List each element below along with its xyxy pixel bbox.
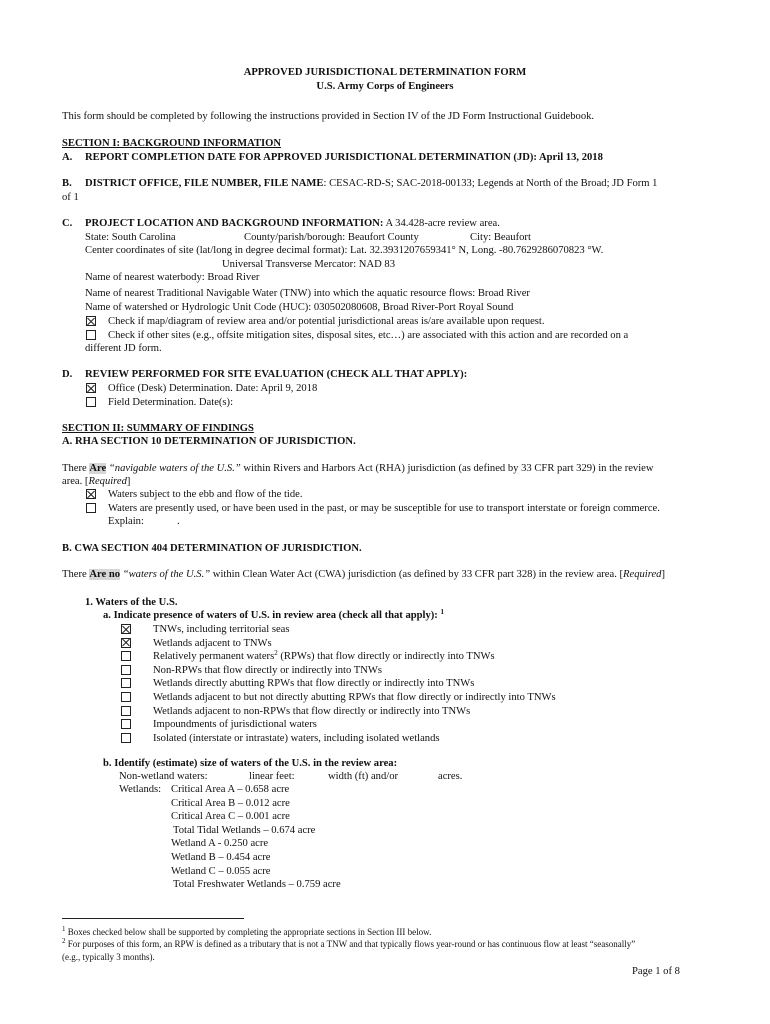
waters-type-checkbox[interactable] <box>121 638 131 648</box>
city-field: City: Beaufort <box>470 232 531 243</box>
waters-type-text: Wetlands adjacent to but not directly abutting RPWs that flow directly or indirectly into TNWs <box>153 692 556 703</box>
footnote-2-num: 2 <box>62 937 66 945</box>
intro-text: This form should be completed by following the instructions provided in Section IV of the JD Form Instructional Guidebook. <box>62 111 595 122</box>
section-1a-label: A. <box>62 152 73 163</box>
nearest-waterbody: Name of nearest waterbody: Broad River <box>85 272 260 283</box>
rha-line2-post: ] <box>126 476 131 487</box>
other-sites-label-cont: different JD form. <box>85 343 162 354</box>
waters-type-checkbox[interactable] <box>121 651 131 661</box>
field-determination-label: Field Determination. Date(s): <box>108 397 234 408</box>
cwa-post: within Clean Water Act (CWA) jurisdiction (as defined by 33 CFR part 328) in the review area. [ <box>210 569 624 580</box>
rha-post: within Rivers and Harbors Act (RHA) jurisdiction (as defined by 33 CFR part 329) in the review <box>240 463 654 474</box>
waters-type-checkbox[interactable] <box>121 624 131 634</box>
waters-type-label <box>153 623 290 637</box>
nonwetland-label: Non-wetland waters: <box>119 771 208 782</box>
rha-italic: “navigable waters of the U.S.” <box>108 463 241 474</box>
rha-are-select[interactable]: Are <box>89 463 107 474</box>
rha-statement-cont <box>62 475 130 489</box>
coordinates-field: Center coordinates of site (lat/long in degree decimal format): Lat. 32.3931207659341° N, Long. -80.7629286070823 °W. <box>85 245 604 256</box>
width-label: width (ft) and/or <box>328 771 399 782</box>
section-2b-heading: B. CWA SECTION 404 DETERMINATION OF JURISDICTION. <box>62 543 362 554</box>
ebb-flow-label: Waters subject to the ebb and flow of the tide. <box>108 489 303 500</box>
rha-statement <box>62 462 654 476</box>
waters-heading: 1. Waters of the U.S. <box>85 597 178 608</box>
waters-type-checkbox[interactable] <box>121 678 131 688</box>
map-available-label: Check if map/diagram of review area and/or potential jurisdictional areas is/are available upon request. <box>108 316 545 327</box>
waters-type-checkbox[interactable] <box>121 706 131 716</box>
cwa-required: Required <box>623 569 662 580</box>
waters-a-heading: a. Indicate presence of waters of U.S. in review area (check all that apply): <box>103 610 438 621</box>
footnote-1 <box>62 926 431 938</box>
section-1b-head: DISTRICT OFFICE, FILE NUMBER, FILE NAME <box>85 178 324 189</box>
waters-type-checkbox[interactable] <box>121 733 131 743</box>
section-1b-value: : CESAC-RD-S; SAC-2018-00133; Legends at North of the Broad; JD Form 1 <box>323 178 658 189</box>
section-1c-value: A 34.428-acre review area. <box>383 218 500 229</box>
cwa-end: ] <box>661 569 666 580</box>
other-sites-checkbox[interactable] <box>86 330 96 340</box>
waters-type-text: Wetlands adjacent to TNWs <box>153 637 272 649</box>
footnote-1-num: 1 <box>62 925 66 933</box>
waters-type-label <box>153 637 272 651</box>
footnote-2-cont: (e.g., typically 3 months). <box>62 952 155 962</box>
wetlands-label: Wetlands: <box>119 784 162 795</box>
county-field: County/parish/borough: Beaufort County <box>244 232 419 243</box>
section-1a-text: REPORT COMPLETION DATE FOR APPROVED JURISDICTIONAL DETERMINATION (JD): April 13, 2018 <box>85 152 603 163</box>
wetland-area-item: Critical Area C – 0.001 acre <box>171 811 290 823</box>
waters-type-label <box>153 705 470 719</box>
waters-a-heading-line <box>103 609 444 623</box>
rha-line2-pre: area. [ <box>62 476 89 487</box>
ebb-flow-checkbox[interactable] <box>86 489 96 499</box>
linear-feet-label: linear feet: <box>249 771 295 782</box>
waters-type-checkbox[interactable] <box>121 665 131 675</box>
section-1b-label: B. <box>62 178 72 189</box>
explain-end: . <box>177 516 180 527</box>
waters-type-checkbox[interactable] <box>121 719 131 729</box>
section-1c-line <box>85 217 500 231</box>
wetland-area-item: Critical Area A – 0.658 acre <box>171 784 290 795</box>
office-determination-label: Office (Desk) Determination. Date: April 9, 2018 <box>108 383 318 394</box>
wetland-area-item: Wetland A - 0.250 acre <box>171 838 269 850</box>
section-1b-line <box>85 177 657 191</box>
wetland-area-item: Total Tidal Wetlands – 0.674 acre <box>173 824 316 836</box>
waters-type-text: Relatively permanent waters <box>153 651 275 663</box>
state-field: State: South Carolina <box>85 232 176 243</box>
watershed-huc: Name of watershed or Hydrologic Unit Code (HUC): 030502080608, Broad River-Port Royal Sound <box>85 302 514 313</box>
waters-type-text-rest: (RPWs) that flow directly or indirectly into TNWs <box>277 651 495 663</box>
page-number: Page 1 of 8 <box>632 966 680 977</box>
section-1d-text: REVIEW PERFORMED FOR SITE EVALUATION (CHECK ALL THAT APPLY): <box>85 369 468 380</box>
map-available-checkbox[interactable] <box>86 316 96 326</box>
form-title: APPROVED JURISDICTIONAL DETERMINATION FORM <box>243 67 527 78</box>
waters-type-text: TNWs, including territorial seas <box>153 624 290 635</box>
wetland-area-item: Wetland B – 0.454 acre <box>171 852 271 863</box>
cwa-pre: There <box>62 569 90 580</box>
footnote-2 <box>62 938 635 950</box>
waters-type-checkbox[interactable] <box>121 692 131 702</box>
section-2-heading: SECTION II: SUMMARY OF FINDINGS <box>62 423 254 434</box>
cwa-statement <box>62 568 665 582</box>
waters-type-text: Non-RPWs that flow directly or indirectly into TNWs <box>153 664 383 676</box>
waters-type-text: Isolated (interstate or intrastate) waters, including isolated wetlands <box>153 732 440 744</box>
nearest-tnw: Name of nearest Traditional Navigable Water (TNW) into which the aquatic resource flows: Broad River <box>85 288 530 299</box>
rha-required: Required <box>88 476 127 487</box>
utm-field: Universal Transverse Mercator: NAD 83 <box>222 259 395 270</box>
waters-type-label <box>153 650 495 664</box>
wetland-area-item: Total Freshwater Wetlands – 0.759 acre <box>173 879 341 891</box>
commerce-label: Waters are presently used, or have been used in the past, or may be susceptible for use to transport interstate or foreign commerce. <box>108 503 660 514</box>
section-1b-cont: of 1 <box>62 192 79 203</box>
section-1d-label: D. <box>62 369 73 380</box>
form-subtitle: U.S. Army Corps of Engineers <box>316 81 454 92</box>
waters-type-label <box>153 664 382 678</box>
waters-b-heading: b. Identify (estimate) size of waters of the U.S. in the review area: <box>103 758 398 769</box>
explain-label: Explain: <box>108 516 144 527</box>
footnote-ref-1: 1 <box>440 608 444 616</box>
footnote-divider <box>62 918 244 919</box>
footnote-1-text: Boxes checked below shall be supported by completing the appropriate sections in Section III below. <box>65 927 432 937</box>
other-sites-label: Check if other sites (e.g., offsite mitigation sites, disposal sites, etc…) are associated with this action and are recorded on a <box>108 330 629 341</box>
waters-type-text: Wetlands directly abutting RPWs that flow directly or indirectly into TNWs <box>153 678 475 690</box>
waters-type-text: Wetlands adjacent to non-RPWs that flow directly or indirectly into TNWs <box>153 705 471 717</box>
waters-type-label <box>153 691 556 705</box>
wetland-area-item: Wetland C – 0.055 acre <box>171 865 271 877</box>
section-1c-label: C. <box>62 218 73 229</box>
waters-type-label <box>153 732 440 746</box>
waters-type-label <box>153 718 317 732</box>
footnote-ref-2: 2 <box>274 649 278 658</box>
acres-label: acres. <box>438 771 463 782</box>
cwa-are-no-select[interactable]: Are no <box>89 569 121 580</box>
section-1c-head: PROJECT LOCATION AND BACKGROUND INFORMATION: <box>85 218 384 229</box>
cwa-italic: “waters of the U.S.” <box>122 569 211 580</box>
section-2a-heading: A. RHA SECTION 10 DETERMINATION OF JURISDICTION. <box>62 436 356 447</box>
section-1-heading: SECTION I: BACKGROUND INFORMATION <box>62 138 282 149</box>
waters-type-text: Impoundments of jurisdictional waters <box>153 719 317 731</box>
waters-type-label <box>153 677 474 691</box>
field-determination-checkbox[interactable] <box>86 397 96 407</box>
office-determination-checkbox[interactable] <box>86 383 96 393</box>
footnote-2-text: For purposes of this form, an RPW is defined as a tributary that is not a TNW and that typically flows year-round or has continuous flow at least “seasonally” <box>65 939 636 949</box>
wetland-area-item: Critical Area B – 0.012 acre <box>171 797 290 809</box>
commerce-checkbox[interactable] <box>86 503 96 513</box>
rha-pre: There <box>62 463 90 474</box>
